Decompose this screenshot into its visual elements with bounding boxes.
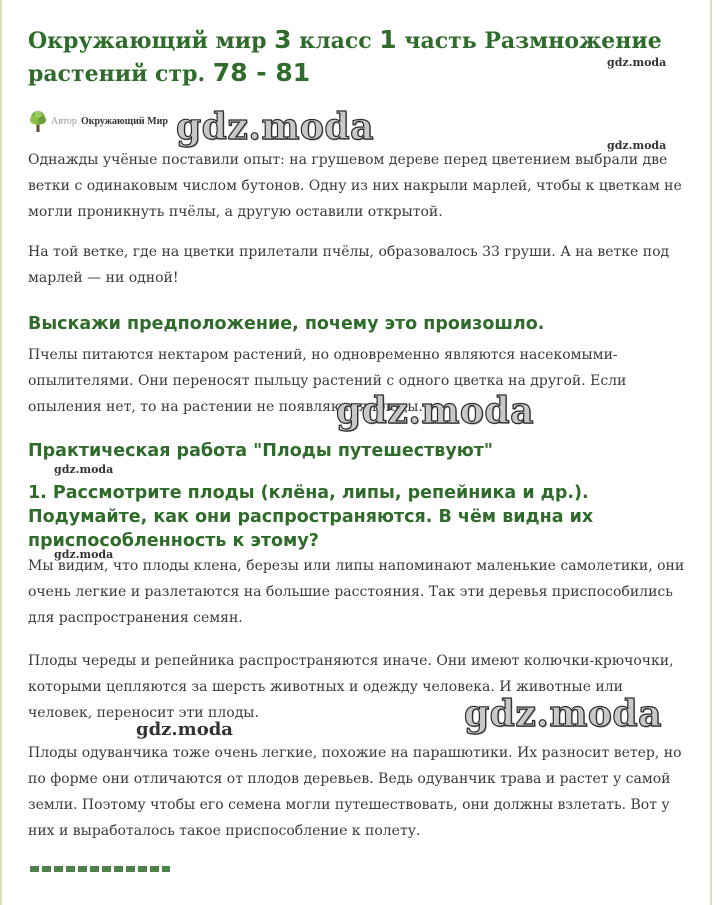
author-label: Автор [51,115,77,127]
practical-heading: Практическая работа "Плоды путешествуют" [28,441,494,461]
intro-paragraph-2: На той ветке, где на цветки прилетали пчёлы, образовалось 33 груши. А на ветке под марлей — ни одной! [28,244,670,286]
question-heading: Выскажи предположение, почему это произошло. [28,314,545,334]
intro-paragraph-1: Однажды учёные поставили опыт: на грушевом дереве перед цветением выбрали две ветки с одинаковым числом бутонов. Одну из них накрыли марлей, чтобы к цветкам не могли проникнуть пчёлы, а другую оставили открытой. [28,152,682,220]
page-title: Окружающий мир 3 класс 1 часть Размножение растений стр. 78 - 81 [28,25,662,87]
cutoff-heading-fragment [30,862,170,872]
answer-paragraph-2c: Плоды одуванчика тоже очень легкие, похожие на парашютики. Их разносит ветер, но по форме они отличаются от плодов деревьев. Ведь одуванчик трава и растет у самой земли. Поэтому чтобы его семена могли путешествовать, они должны взлетать. Вот у них и выработалось такое приспособление к полету. [28,745,682,839]
watermark-small: gdz.moda [54,548,114,561]
answer-paragraph-1: Пчелы питаются нектаром растений, но одновременно являются насекомыми-опылителями. Они переносят пыльцу растений с одного цветка на другой. Если опыления нет, то на растении не появляются плоды. [28,347,627,415]
watermark-large: gdz.moda [176,106,374,148]
watermark-small: gdz.moda [607,56,667,69]
tree-icon [28,110,48,132]
watermark-small: gdz.moda [54,463,114,476]
answer-paragraph-2b: Плоды череды и репейника распространяются иначе. Они имеют колючки-крючочки, которыми цепляются за шерсть животных и одежду человека. И животные или человек, переносит эти плоды. [28,653,674,721]
author-name: Окружающий Мир [80,115,168,127]
answer-paragraph-2a: Мы видим, что плоды клена, березы или липы напоминают маленькие самолетики, они очень легкие и разлетаются на большие расстояния. Так эти деревья приспособились для распространения семян. [28,558,685,626]
watermark-large: gdz.moda [336,390,534,432]
watermark-large: gdz.moda [464,693,662,735]
watermark-small: gdz.moda [607,139,667,152]
task-heading: 1. Рассмотрите плоды (клёна, липы, репейника и др.). Подумайте, как они распространяются. В чём видна их приспособленность к этому? [28,483,594,551]
watermark-medium: gdz.moda [136,719,233,740]
